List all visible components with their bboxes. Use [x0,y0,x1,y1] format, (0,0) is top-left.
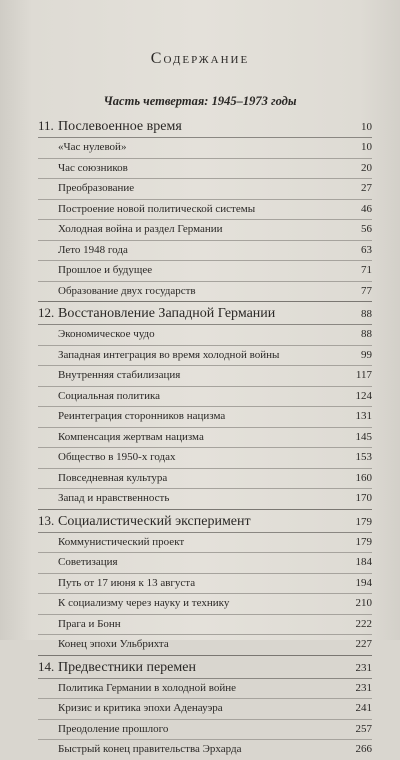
toc-entry [38,740,372,760]
entry-title: Лето 1948 года [58,243,128,256]
entry-page: 241 [355,702,372,714]
entry-page: 63 [361,243,372,256]
toc-entry [38,179,372,200]
entry-title: Реинтеграция сторонников нацизма [58,410,226,422]
entry-title: Запад и нравственность [58,492,170,504]
entry-title: Кризис и критика эпохи Аденауэра [58,702,223,714]
chapter-section [38,115,372,302]
chapter-row [38,115,372,138]
entry-title: «Час нулевой» [58,141,127,153]
entry-title: Политика Германии в холодной войне [58,681,237,694]
toc-entry [38,200,372,221]
entry-page: 257 [355,722,372,735]
entry-page: 153 [355,451,372,463]
entry-title: Коммунистический проект [58,535,185,548]
entry-page: 77 [361,284,372,297]
entry-title: Образование двух государств [58,284,196,297]
toc-entry [38,533,372,554]
toc-entry [38,282,372,302]
entry-title: Прага и Бонн [58,617,121,630]
toc-entry [38,448,372,469]
toc-entry [38,366,372,387]
toc-entry [38,346,372,367]
entry-page: 99 [361,348,372,361]
entry-page: 160 [355,471,372,484]
entry-title: К социализму через науку и технику [58,597,230,609]
entry-page: 71 [361,264,372,276]
chapter-number: 11. [38,118,54,133]
chapter-page: 231 [355,661,372,674]
entry-page: 117 [355,369,372,381]
entry-title: Конец эпохи Ульбрихта [58,638,169,650]
entry-page: 184 [355,556,372,568]
chapter-number: 12. [38,305,55,320]
entry-page: 266 [355,743,372,755]
entry-page: 222 [355,617,372,630]
toc-entry [38,635,372,655]
chapter-page: 179 [355,515,372,528]
toc-entry [38,387,372,408]
toc-entry [38,720,372,741]
entry-title: Западная интеграция во время холодной войны [58,348,280,361]
entry-page: 56 [361,223,372,235]
toc-entry [38,159,372,180]
chapter-title: Социалистический эксперимент [58,513,251,529]
entry-page: 170 [355,492,372,504]
toc-entry [38,679,372,700]
chapter-section [38,510,372,656]
chapter-title: Послевоенное время [58,119,182,134]
entry-page: 179 [355,535,372,548]
part-heading: Часть четвертая: 1945–1973 годы [103,94,297,108]
toc-entry [38,428,372,449]
chapter-title: Предвестники перемен [58,659,196,675]
chapter-title: Восстановление Западной Германии [58,306,276,321]
entry-title: Компенсация жертвам нацизма [58,430,204,443]
entry-title: Внутренняя стабилизация [58,369,181,381]
entry-page: 46 [361,202,372,215]
chapter-section [38,302,372,510]
entry-title: Социальная политика [58,389,161,402]
entry-title: Общество в 1950-х годах [58,451,176,463]
entry-title: Час союзников [58,161,128,174]
toc-entry [38,699,372,720]
toc-entry [38,325,372,346]
chapter-row [38,302,372,325]
chapter-section [38,656,372,760]
entry-title: Преобразование [58,182,135,194]
toc-entry [38,220,372,241]
toc-entry [38,241,372,262]
toc-entry [38,594,372,615]
entry-title: Советизация [58,556,118,568]
entry-page: 231 [355,681,372,694]
entry-title: Построение новой политической системы [58,202,256,215]
toc-entry [38,407,372,428]
chapter-number: 13. [38,512,55,528]
entry-title: Путь от 17 июня к 13 августа [58,576,196,589]
chapter-number: 14. [38,658,55,674]
chapter-row [38,656,372,679]
entry-page: 131 [355,410,372,422]
toc-entry [38,615,372,636]
toc-entry [38,261,372,282]
entry-page: 27 [361,182,372,194]
entry-page: 227 [355,638,372,650]
table-of-contents [38,115,372,760]
entry-page: 210 [355,597,372,609]
chapter-row [38,510,372,533]
toc-entry [38,553,372,574]
entry-title: Экономическое чудо [58,328,155,340]
entry-page: 88 [361,328,372,340]
chapter-page: 10 [361,121,372,133]
entry-page: 10 [361,141,372,153]
toc-entry [38,489,372,509]
entry-page: 20 [361,161,372,174]
entry-title: Прошлое и будущее [58,264,153,276]
page-title: Содержание [150,50,250,67]
chapter-page: 88 [361,308,372,320]
toc-entry [38,574,372,595]
entry-title: Преодоление прошлого [58,722,169,735]
entry-title: Повседневная культура [58,471,168,484]
toc-entry [38,469,372,490]
entry-page: 145 [355,430,372,443]
entry-page: 194 [355,576,372,589]
entry-page: 124 [355,389,372,402]
entry-title: Быстрый конец правительства Эрхарда [58,743,242,755]
toc-entry [38,138,372,159]
entry-title: Холодная война и раздел Германии [58,223,223,235]
